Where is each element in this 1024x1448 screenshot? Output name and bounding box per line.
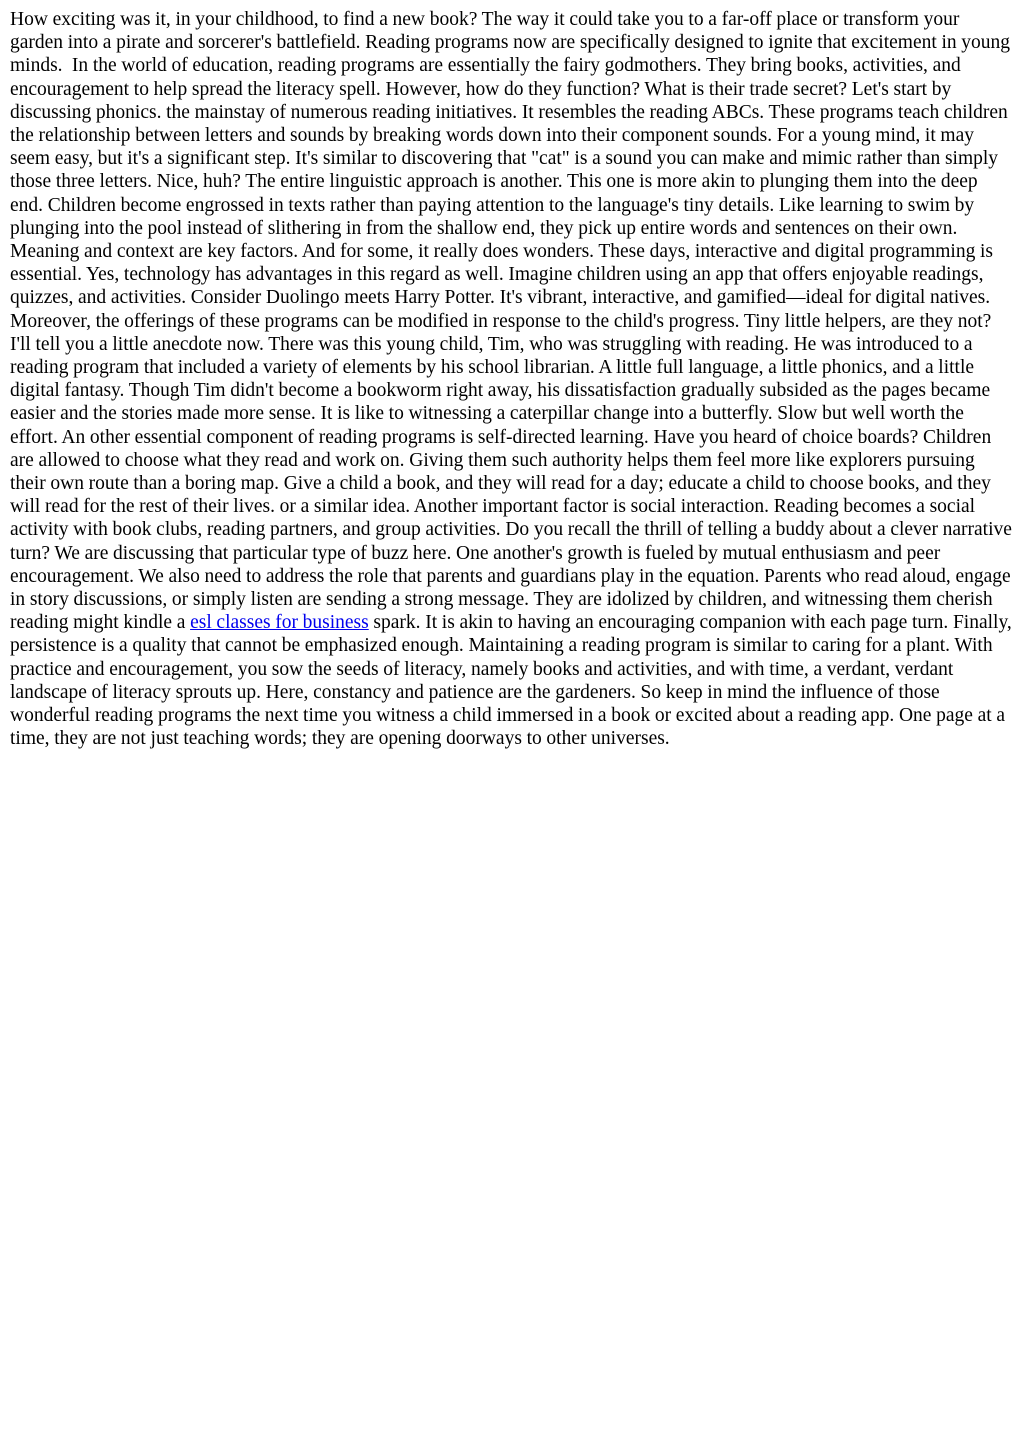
article-text-after-link: spark. It is akin to having an encouraging companion with each page turn. Finally, persistence is a quality that cannot be emphasized enough. Maintaining a reading program is similar to caring for a plant. With practice and encouragement, you sow the seeds of literacy, namely books and activities, and with time, a verdant, verdant landscape of literacy sprouts up. Here, constancy and patience are the gardeners. So keep in mind the influence of those wonderful reading programs the next time you witness a child immersed in a book or excited about a reading app. One page at a time, they are not just teaching words; they are opening doorways to other universes. [10, 612, 1017, 750]
article-paragraph [10, 8, 1017, 751]
article-text-before-link: How exciting was it, in your childhood, to find a new book? The way it could take you to a far-off place or transform your garden into a pirate and sorcerer's battlefield. Reading programs now are specifically designed to ignite that excitement in young minds. In the world of education, reading programs are essentially the fairy godmothers. They bring books, activities, and encouragement to help spread the literacy spell. However, how do they function? What is their trade secret? Let's start by discussing phonics. the mainstay of numerous reading initiatives. It resembles the reading ABCs. These programs teach children the relationship between letters and sounds by breaking words down into their component sounds. For a young mind, it may seem easy, but it's a significant step. It's similar to discovering that "cat" is a sound you can make and mimic rather than simply those three letters. Nice, huh? The entire linguistic approach is another. This one is more akin to plunging them into the deep end. Children become engrossed in texts rather than paying attention to the language's tiny details. Like learning to swim by plunging into the pool instead of slithering in from the shallow end, they pick up entire words and sentences on their own. Meaning and context are key factors. And for some, it really does wonders. These days, interactive and digital programming is essential. Yes, technology has advantages in this regard as well. Imagine children using an app that offers enjoyable readings, quizzes, and activities. Consider Duolingo meets Harry Potter. It's vibrant, interactive, and gamified—ideal for digital natives. Moreover, the offerings of these programs can be modified in response to the child's progress. Tiny little helpers, are they not? I'll tell you a little anecdote now. There was this young child, Tim, who was struggling with reading. He was introduced to a reading program that included a variety of elements by his school librarian. A little full language, a little phonics, and a little digital fantasy. Though Tim didn't become a bookworm right away, his dissatisfaction gradually subsided as the pages became easier and the stories made more sense. It is like to witnessing a caterpillar change into a butterfly. Slow but well worth the effort. An other essential component of reading programs is self-directed learning. Have you heard of choice boards? Children are allowed to choose what they read and work on. Giving them such authority helps them feel more like explorers pursuing their own route than a boring map. Give a child a book, and they will read for a day; educate a child to choose books, and they will read for the rest of their lives. or a similar idea. Another important factor is social interaction. Reading becomes a social activity with book clubs, reading partners, and group activities. Do you recall the thrill of telling a buddy about a clever narrative turn? We are discussing that particular type of buzz here. One another's growth is fueled by mutual enthusiasm and peer encouragement. We also need to address the role that parents and guardians play in the equation. Parents who read aloud, engage in story discussions, or simply listen are sending a strong message. They are idolized by children, and witnessing them cherish reading might kindle a [10, 9, 1017, 634]
esl-classes-link[interactable]: esl classes for business [190, 612, 369, 634]
